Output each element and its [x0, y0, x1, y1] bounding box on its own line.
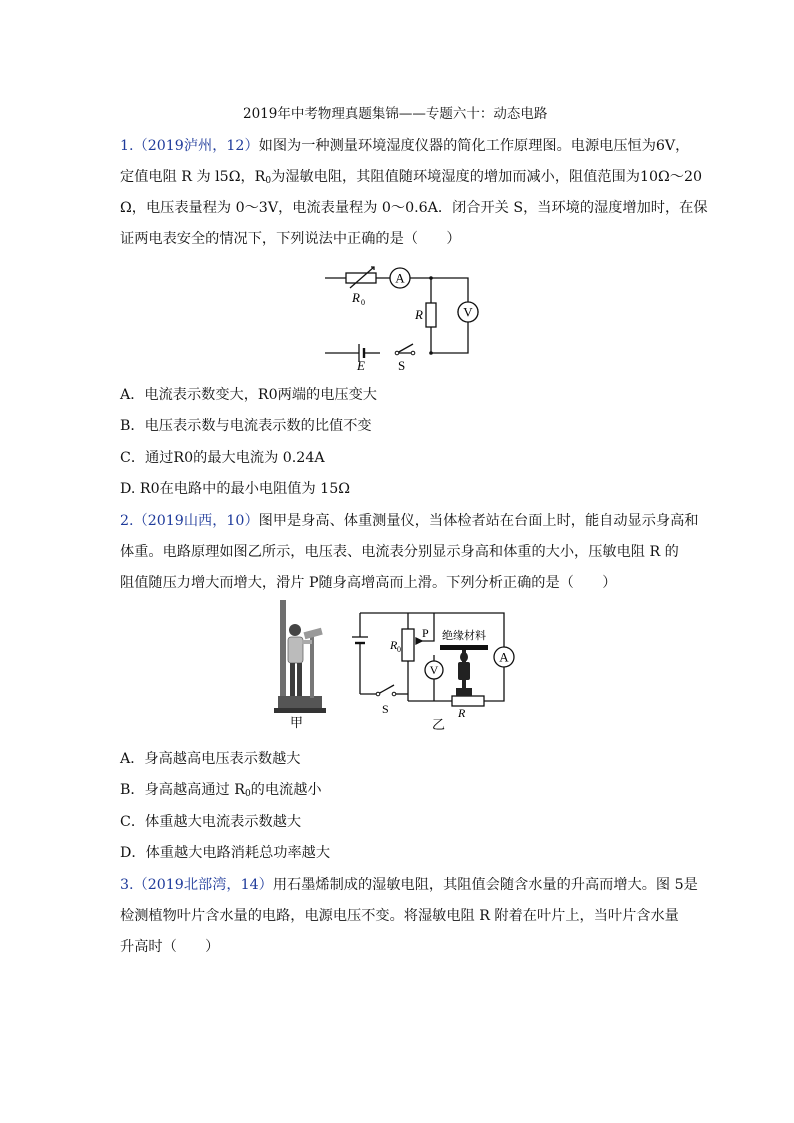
switch-blade: [397, 344, 413, 353]
question-2-option-c: C．体重越大电流表示数越大: [120, 814, 302, 830]
page-title: 2019年中考物理真题集锦——专题六十：动态电路: [243, 106, 548, 122]
ammeter-label: A: [499, 649, 509, 665]
voltmeter-label: V: [429, 663, 439, 677]
question-2-source: 2.（2019山西，10）: [120, 513, 259, 529]
slider-p-label: P: [422, 626, 429, 640]
figure-yi-label: 乙: [432, 717, 446, 732]
figure-jia-instrument-photo: [268, 600, 332, 730]
ammeter-label: A: [395, 270, 405, 286]
switch-blade: [378, 685, 394, 694]
voltmeter-label: V: [463, 304, 473, 320]
s-label: S: [398, 358, 406, 373]
e-label: E: [357, 358, 365, 373]
question-1-line-3: Ω，电压表量程为 0～3V，电流表量程为 0～0.6A．闭合开关 S，当环境的湿度增加时，在保: [120, 200, 708, 216]
insulation-plate: [440, 645, 488, 650]
s-label: S: [382, 702, 389, 716]
question-1-line-2: 定值电阻 R 为 l5Ω，$R_0$为湿敏电阻，其阻值随环境湿度的增加而减小，阻值范围为10Ω～20: [120, 169, 703, 186]
r0-label-sub: 0: [397, 645, 401, 654]
r0-sliding-resistor: [402, 629, 414, 661]
question-2-line-1: 2.（2019山西，10）图甲是身高、体重测量仪，当体检者站在台面上时，能自动显示身高和: [120, 513, 699, 529]
question-3-line-2: 检测植物叶片含水量的电路，电源电压不变。将湿敏电阻 R 附着在叶片上，当叶片含水量: [120, 908, 679, 924]
r-label: R: [415, 307, 423, 322]
person-silhouette: [458, 662, 470, 680]
circuit-diagram-1: [320, 262, 480, 374]
question-1-option-c: C．通过R0的最大电流为 0.24A: [120, 450, 325, 466]
question-3-line-3: 升高时（ ）: [120, 939, 220, 955]
question-2-line-2: 体重。电路原理如图乙所示，电压表、电流表分别显示身高和体重的大小，压敏电阻 R 的: [120, 544, 679, 560]
question-3-source: 3.（2019北部湾，14）: [120, 877, 273, 893]
circuit-diagram-2: [352, 605, 522, 735]
question-3-line-1: 3.（2019北部湾，14）用石墨烯制成的湿敏电阻，其阻值会随含水量的升高而增大。图 5是: [120, 877, 698, 893]
question-1-option-a: A．电流表示数变大，R0两端的电压变大: [120, 387, 377, 403]
question-1-line-1: 1.（2019泸州，12）如图为一种测量环境湿度仪器的简化工作原理图。电源电压恒为6V，: [120, 138, 690, 154]
question-1-option-b: B．电压表示数与电流表示数的比值不变: [120, 418, 372, 434]
r0-label: R: [352, 290, 360, 305]
question-2-line-3: 阻值随压力增大而增大，滑片 P随身高增高而上滑。下列分析正确的是（ ）: [120, 575, 617, 591]
question-1-option-d: D. R0在电路中的最小电阻值为 15Ω: [120, 481, 350, 497]
r-resistor: [426, 303, 436, 327]
r-pressure-resistor: [452, 696, 484, 706]
question-2-option-d: D．体重越大电路消耗总功率越大: [120, 845, 331, 861]
insulation-label: 绝缘材料: [442, 630, 486, 642]
r-label: R: [458, 706, 466, 720]
question-2-option-b: B．身高越高通过 $R_0$的电流越小: [120, 782, 322, 799]
r0-label: R: [390, 638, 398, 652]
question-1-source: 1.（2019泸州，12）: [120, 138, 259, 154]
figure-jia-label: 甲: [290, 715, 304, 730]
r0-label-sub: 0: [361, 298, 365, 307]
question-1-line-4: 证两电表安全的情况下，下列说法中正确的是（ ）: [120, 231, 461, 247]
question-2-option-a: A．身高越高电压表示数越大: [120, 751, 301, 767]
